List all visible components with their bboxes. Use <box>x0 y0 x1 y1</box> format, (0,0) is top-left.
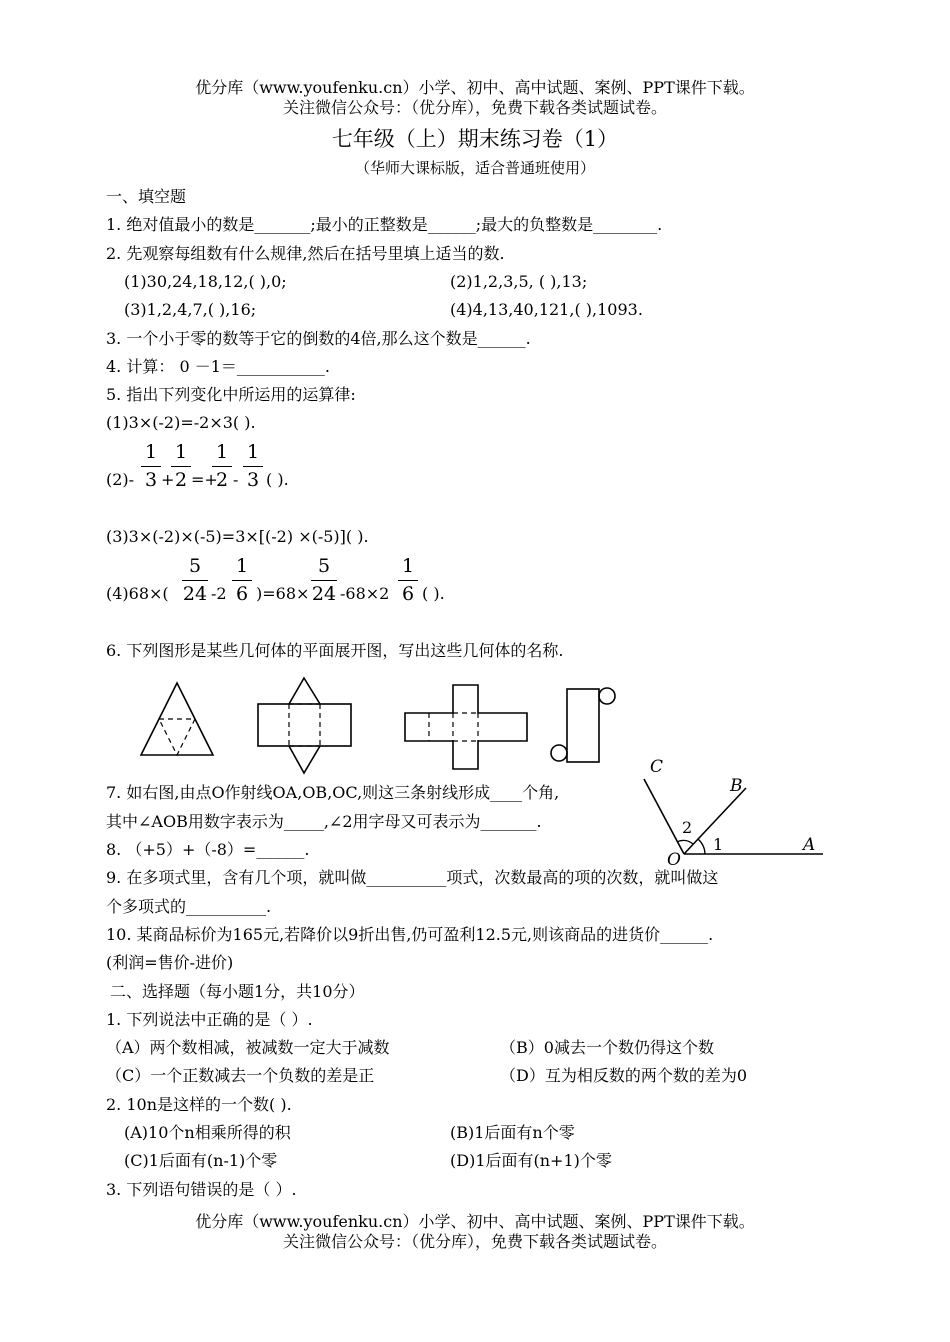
header-line-2: 关注微信公众号：（优分库），免费下载各类试题试卷。 <box>282 98 667 117</box>
fraction-denominator: 2 <box>174 469 188 491</box>
label-B: B <box>730 776 743 796</box>
label-angle-1: 1 <box>713 835 724 854</box>
q5-4-mid2: )=68× <box>256 584 310 603</box>
cube-net-figure <box>403 684 533 764</box>
fraction-denominator: 2 <box>215 469 229 491</box>
q5-2-op3: - <box>233 470 239 489</box>
question-1-7-line1: 7. 如右图,由点O作射线OA,OB,OC,则这三条射线形成____个角, <box>106 783 560 802</box>
question-1-7-line2: 其中∠AOB用数字表示为_____,∠2用字母又可表示为_______. <box>106 812 542 831</box>
fraction-numerator: 5 <box>188 555 202 577</box>
question-1-5-part1: (1)3×(-2)=-2×3( ). <box>106 413 256 432</box>
question-1-8: 8. （+5）+（-8）=______. <box>106 840 310 859</box>
question-1-4: 4. 计算： 0 －1＝___________. <box>106 357 330 376</box>
question-1-6: 6. 下列图形是某些几何体的平面展开图，写出这些几何体的名称. <box>106 641 564 660</box>
q5-4-mid1: -2 <box>211 584 227 603</box>
question-1-10-line1: 10. 某商品标价为165元,若降价以9折出售,仍可盈利12.5元,则该商品的进货价______. <box>106 925 714 944</box>
question-2-1-option-C: （C）一个正数减去一个负数的差是正 <box>106 1066 375 1085</box>
q5-4-mid3: -68×2 <box>340 584 390 603</box>
question-2-2-option-D: (D)1后面有(n+1)个零 <box>450 1151 612 1170</box>
fraction-bar <box>311 580 337 581</box>
fraction-bar <box>232 580 252 581</box>
q5-2-prefix: (2)- <box>106 470 135 489</box>
q5-2-suffix: ( ). <box>266 470 289 489</box>
fraction-numerator: 1 <box>144 441 158 463</box>
cylinder-net-figure <box>548 686 618 766</box>
footer-line-1: 优分库（www.youfenku.cn）小学、初中、高中试题、案例、PPT课件下载。 <box>195 1212 755 1231</box>
q5-2-op2: =+ <box>191 470 218 489</box>
fraction-bar <box>141 466 161 467</box>
question-1-3: 3. 一个小于零的数等于它的倒数的4倍,那么这个数是______. <box>106 329 531 348</box>
fraction-denominator: 3 <box>246 469 260 491</box>
fraction-denominator: 24 <box>311 583 337 605</box>
fraction-numerator: 1 <box>246 441 260 463</box>
question-2-2-option-A: (A)10个n相乘所得的积 <box>124 1123 291 1142</box>
section1-heading: 一、填空题 <box>106 187 187 206</box>
q5-4-suffix: ( ). <box>422 584 445 603</box>
fraction-bar <box>171 466 191 467</box>
question-2-1: 1. 下列说法中正确的是（ ）. <box>106 1010 313 1029</box>
q5-2-op1: + <box>161 470 175 489</box>
header-line-1: 优分库（www.youfenku.cn）小学、初中、高中试题、案例、PPT课件下载。 <box>195 78 755 97</box>
q5-4-prefix: (4)68×( <box>106 584 169 603</box>
fraction-numerator: 5 <box>317 555 331 577</box>
label-O: O <box>667 850 681 870</box>
fraction-numerator: 1 <box>401 555 415 577</box>
question-1-9-line2: 个多项式的__________. <box>106 897 272 916</box>
question-1-2-part2: (2)1,2,3,5, ( ),13; <box>450 272 588 291</box>
question-2-2: 2. 10n是这样的一个数( ). <box>106 1095 292 1114</box>
question-2-1-option-A: （A）两个数相减，被减数一定大于减数 <box>106 1038 390 1057</box>
question-1-1: 1. 绝对值最小的数是_______;最小的正整数是______;最大的负整数是________. <box>106 215 663 234</box>
question-1-2: 2. 先观察每组数有什么规律,然后在括号里填上适当的数. <box>106 244 505 263</box>
question-1-10-line2: (利润=售价-进价) <box>106 953 234 972</box>
fraction-denominator: 6 <box>235 583 249 605</box>
fraction-bar <box>182 580 208 581</box>
prism-net-figure <box>256 676 356 776</box>
question-2-3: 3. 下列语句错误的是（ ）. <box>106 1180 297 1199</box>
question-2-1-option-D: （D）互为相反数的两个数的差为0 <box>500 1066 748 1085</box>
page-title: 七年级（上）期末练习卷（1） <box>331 127 619 151</box>
fraction-denominator: 6 <box>401 583 415 605</box>
question-1-2-part1: (1)30,24,18,12,( ),0; <box>124 272 287 291</box>
question-1-9-line1: 9. 在多项式里，含有几个项，就叫做__________项式，次数最高的项的次数，就叫做这 <box>106 868 719 887</box>
fraction-numerator: 1 <box>235 555 249 577</box>
fraction-numerator: 1 <box>215 441 229 463</box>
label-C: C <box>650 757 664 777</box>
fraction-numerator: 1 <box>174 441 188 463</box>
fraction-bar <box>212 466 232 467</box>
question-2-2-option-C: (C)1后面有(n-1)个零 <box>124 1151 278 1170</box>
question-1-5-part3: (3)3×(-2)×(-5)=3×[(-2) ×(-5)]( ). <box>106 527 369 546</box>
question-2-1-option-B: （B）0减去一个数仍得这个数 <box>500 1038 714 1057</box>
question-1-2-part3: (3)1,2,4,7,( ),16; <box>124 300 257 319</box>
fraction-bar <box>243 466 263 467</box>
section2-heading: 二、选择题（每小题1分，共10分） <box>110 982 365 1001</box>
fraction-denominator: 24 <box>182 583 208 605</box>
page-subtitle: （华师大课标版，适合普通班使用） <box>354 159 595 177</box>
angle-figure <box>640 752 850 862</box>
fraction-denominator: 3 <box>144 469 158 491</box>
footer-line-2: 关注微信公众号：（优分库），免费下载各类试题试卷。 <box>282 1232 667 1251</box>
fraction-bar <box>398 580 418 581</box>
question-2-2-option-B: (B)1后面有n个零 <box>450 1123 575 1142</box>
question-1-5: 5. 指出下列变化中所运用的运算律: <box>106 385 356 404</box>
label-A: A <box>803 835 816 855</box>
label-angle-2: 2 <box>682 818 693 837</box>
question-1-2-part4: (4)4,13,40,121,( ),1093. <box>450 300 643 319</box>
